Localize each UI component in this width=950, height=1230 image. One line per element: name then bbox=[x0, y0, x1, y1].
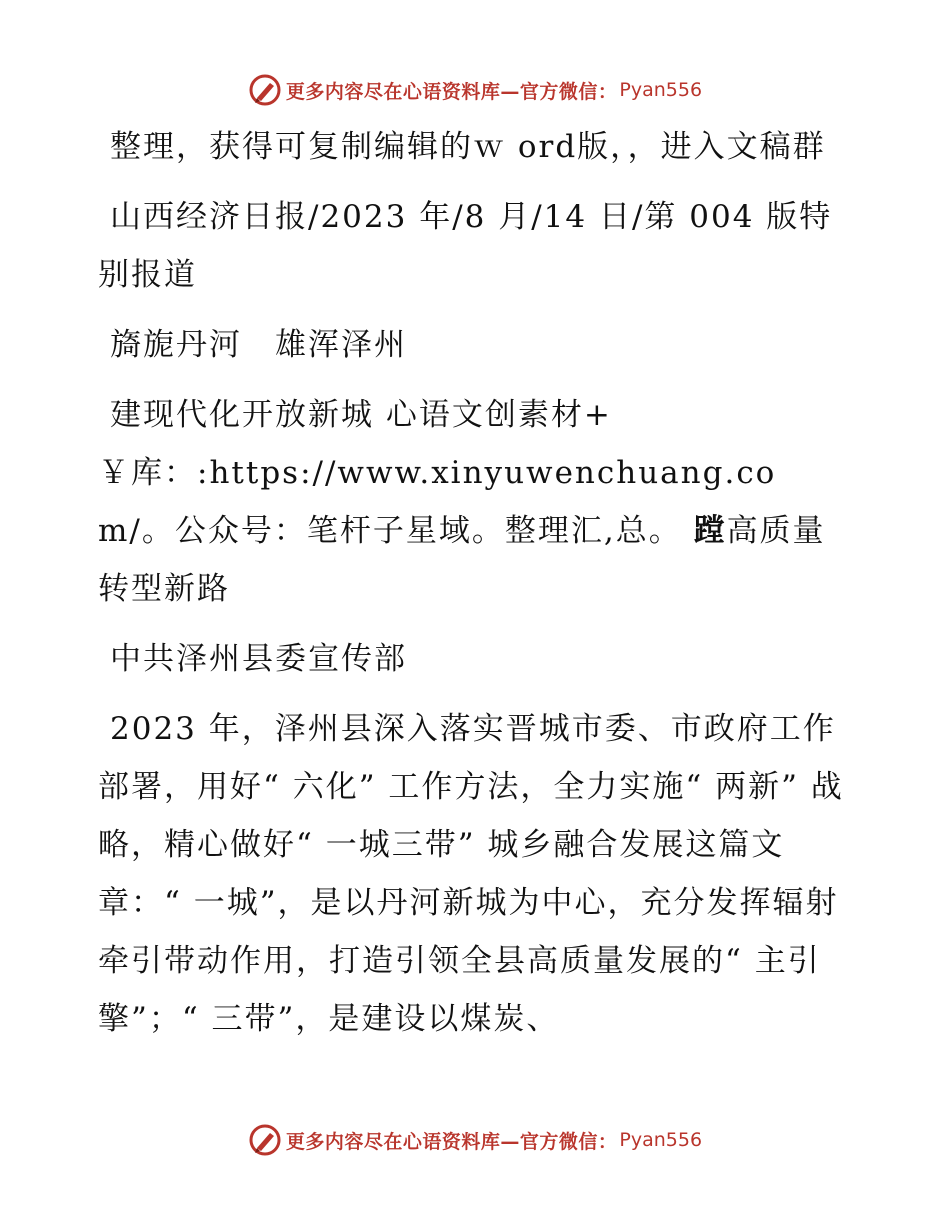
article-title: 旖旎丹河 雄浑泽州 bbox=[110, 327, 407, 363]
author-line: 中共泽州县委宣传部 bbox=[110, 641, 407, 677]
intro-paragraph: 整理，获得可复制编辑的ｗ ord版，，进入文稿群 bbox=[110, 129, 826, 165]
subtitle-part-1: 建现代化开放新城 心语文创素材+ bbox=[110, 397, 612, 433]
subtitle-part-3: 高质量转型新路 bbox=[98, 513, 826, 607]
header-watermark-banner bbox=[0, 70, 950, 110]
article-subtitle bbox=[98, 386, 850, 444]
pen-logo-icon bbox=[248, 73, 282, 107]
document-body bbox=[98, 118, 850, 1060]
subtitle-mark-char: 蹚 bbox=[693, 513, 727, 549]
body-paragraph: 2023 年，泽州县深入落实晋城市委、市政府工作部署，用好“ 六化” 工作方法，全力实施“ 两新” 战略，精心做好“ 一城三带” 城乡融合发展这篇文章：“ 一城”，是以丹河新城为中心，充分发挥辐射牵引带动作用，打造引领全县高质量发展的“ 主引擎”；“ 三带”，是建设以煤炭、 bbox=[98, 711, 844, 1037]
source-line: 山西经济日报/2023 年/8 月/14 日/第 004 版特别报道 bbox=[98, 199, 833, 293]
banner-wechat-id: Pyan556 bbox=[619, 79, 703, 101]
pen-logo-icon bbox=[248, 1123, 282, 1157]
subtitle-part-2: ￥库：:https://www.xinyuwenchuang.com/。公众号：笔杆子星域。整理汇,总。 bbox=[98, 455, 777, 549]
subtitle-continuation bbox=[98, 444, 850, 618]
banner-wechat-id: Pyan556 bbox=[619, 1129, 703, 1151]
footer-watermark-banner bbox=[0, 1120, 950, 1160]
banner-text: 更多内容尽在心语资料库—官方微信： bbox=[285, 80, 618, 103]
banner-text: 更多内容尽在心语资料库—官方微信： bbox=[285, 1130, 618, 1153]
